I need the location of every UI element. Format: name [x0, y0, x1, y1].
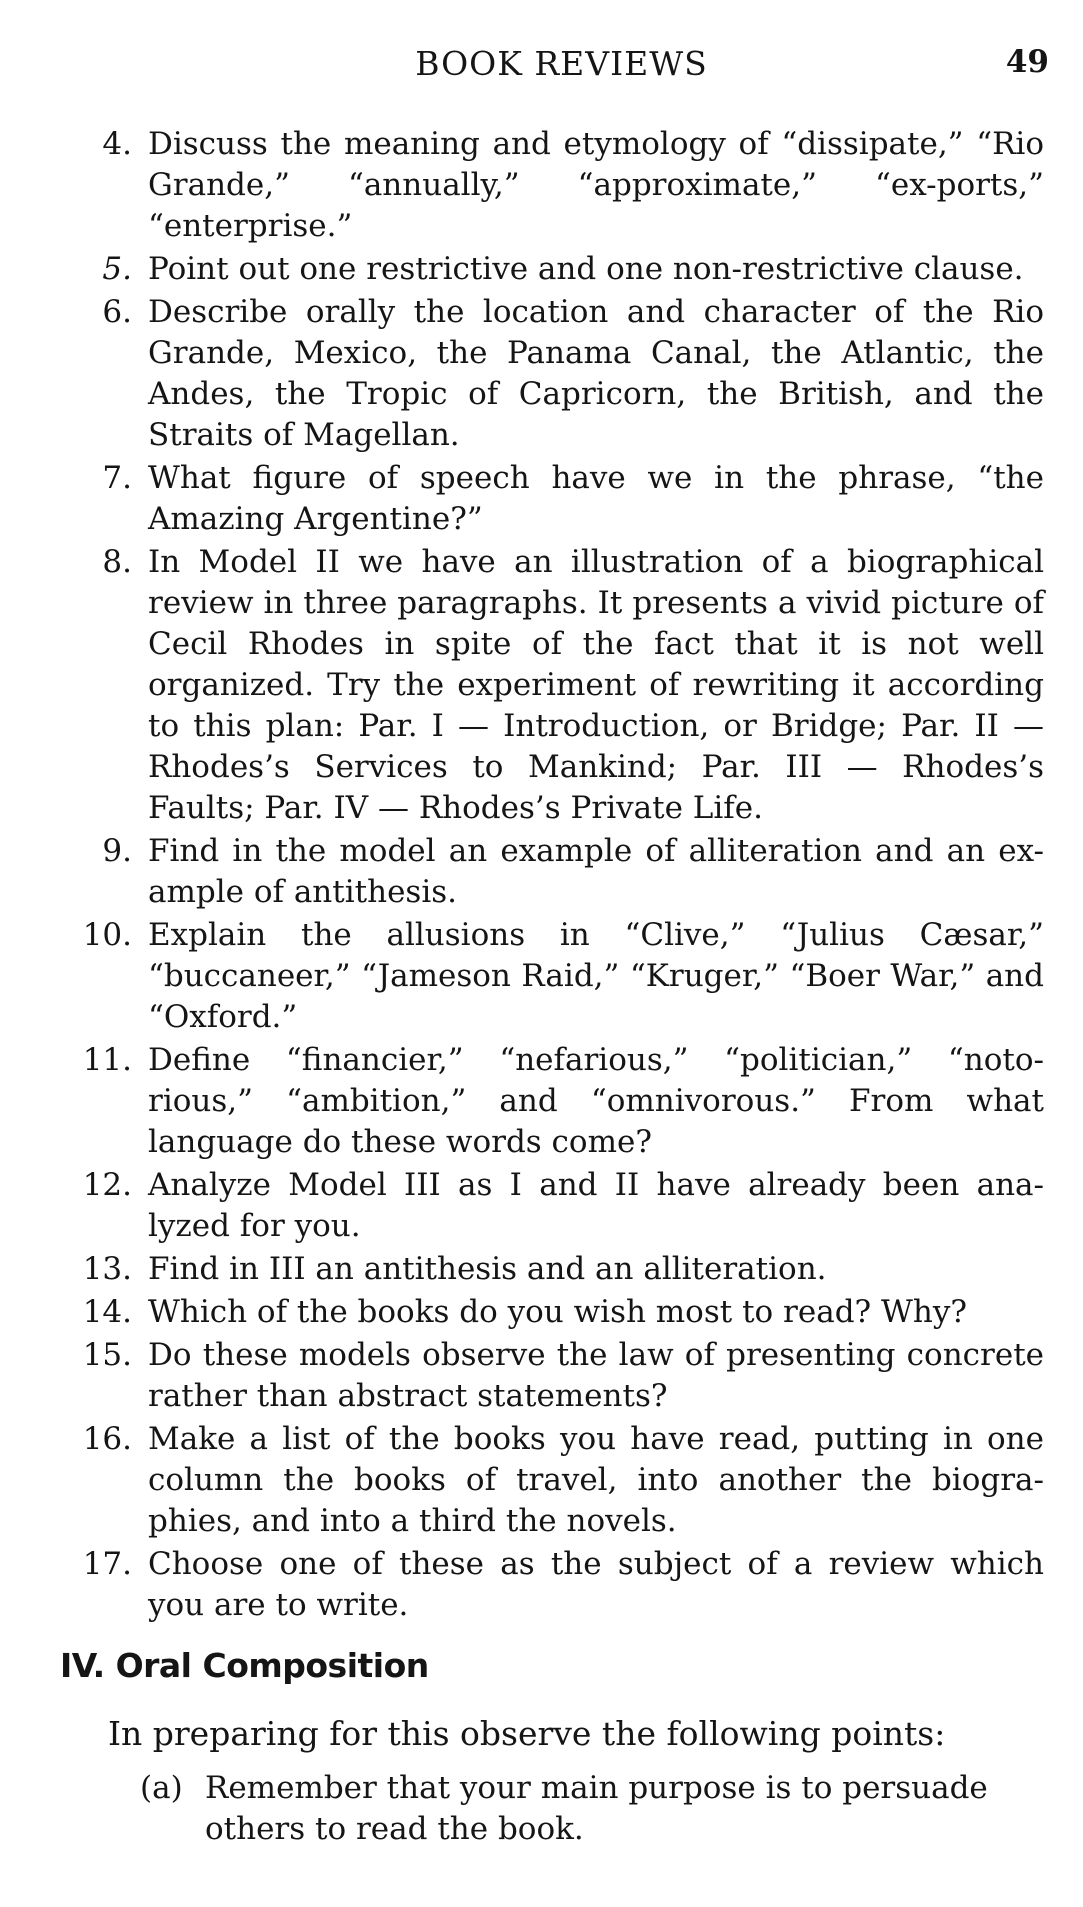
- running-head: [0, 44, 1083, 94]
- question-number: 14.: [82, 1294, 132, 1330]
- question-item: [0, 542, 1083, 829]
- question-number: 12.: [82, 1167, 132, 1203]
- question-text: Point out one restrictive and one non-restrictive clause.: [148, 251, 1024, 287]
- question-number: 13.: [82, 1251, 132, 1287]
- point-item: [0, 1768, 1083, 1850]
- question-text: Do these models observe the law of presenting concrete rather than abstract statements?: [148, 1337, 1044, 1414]
- question-number: 4.: [102, 126, 132, 162]
- page-number: 49: [1005, 44, 1049, 80]
- question-number: 17.: [82, 1546, 132, 1582]
- question-item: [0, 1292, 1083, 1333]
- question-item: [0, 831, 1083, 913]
- question-number: 8.: [102, 544, 132, 580]
- question-item: [0, 249, 1083, 290]
- question-item: [0, 1165, 1083, 1247]
- question-text: Discuss the meaning and etymology of “dissipate,” “Rio Grande,” “annually,” “approximate,” “ex-ports,” “enterprise.”: [148, 126, 1044, 244]
- question-list: [0, 124, 1083, 1628]
- question-number: 6.: [102, 294, 132, 330]
- question-number: 7.: [102, 460, 132, 496]
- question-item: [0, 915, 1083, 1038]
- question-number: 15.: [82, 1337, 132, 1373]
- section-intro: In preparing for this observe the following points:: [108, 1714, 946, 1753]
- question-text: Define “financier,” “nefarious,” “politician,” “noto-rious,” “ambition,” and “omnivorous.” From what language do these words come?: [148, 1042, 1044, 1160]
- question-number: 9.: [102, 833, 132, 869]
- question-item: [0, 1419, 1083, 1542]
- question-item: [0, 1544, 1083, 1626]
- question-item: [0, 292, 1083, 456]
- question-text: Make a list of the books you have read, putting in one column the books of travel, into another the biogra-phies, and into a third the novels.: [148, 1421, 1044, 1539]
- section-heading: IV. Oral Composition: [60, 1646, 429, 1685]
- question-item: [0, 458, 1083, 540]
- running-title: BOOK REVIEWS: [415, 44, 708, 83]
- question-text: Find in III an antithesis and an alliteration.: [148, 1251, 827, 1287]
- question-number: 11.: [82, 1042, 132, 1078]
- question-text: Choose one of these as the subject of a review which you are to write.: [148, 1546, 1044, 1623]
- question-item: [0, 1040, 1083, 1163]
- question-number: 5.: [102, 251, 132, 287]
- question-item: [0, 1335, 1083, 1417]
- point-label: (a): [140, 1770, 183, 1806]
- question-item: [0, 124, 1083, 247]
- question-text: Explain the allusions in “Clive,” “Julius Cæsar,” “buccaneer,” “Jameson Raid,” “Kruger,” “Boer War,” and “Oxford.”: [148, 917, 1044, 1035]
- question-text: Analyze Model III as I and II have already been ana-lyzed for you.: [148, 1167, 1044, 1244]
- question-number: 10.: [82, 917, 132, 953]
- question-text: Describe orally the location and character of the Rio Grande, Mexico, the Panama Canal, the Atlantic, the Andes, the Tropic of Capricorn, the British, and the Straits of Magellan.: [148, 294, 1044, 453]
- question-text: What figure of speech have we in the phrase, “the Amazing Argentine?”: [148, 460, 1044, 537]
- question-text: In Model II we have an illustration of a biographical review in three paragraphs. It presents a vivid picture of Cecil Rhodes in spite of the fact that it is not well organized. Try the experiment of rewriting it according to this plan: Par. I — Introduction, or Bridge; Par. II — Rhodes’s Services to Mankind; Par. III — Rhodes’s Faults; Par. IV — Rhodes’s Private Life.: [148, 544, 1044, 826]
- question-number: 16.: [82, 1421, 132, 1457]
- point-text: Remember that your main purpose is to persuade others to read the book.: [205, 1770, 988, 1847]
- question-text: Which of the books do you wish most to read? Why?: [148, 1294, 967, 1330]
- question-item: [0, 1249, 1083, 1290]
- question-text: Find in the model an example of alliteration and an ex-ample of antithesis.: [148, 833, 1044, 910]
